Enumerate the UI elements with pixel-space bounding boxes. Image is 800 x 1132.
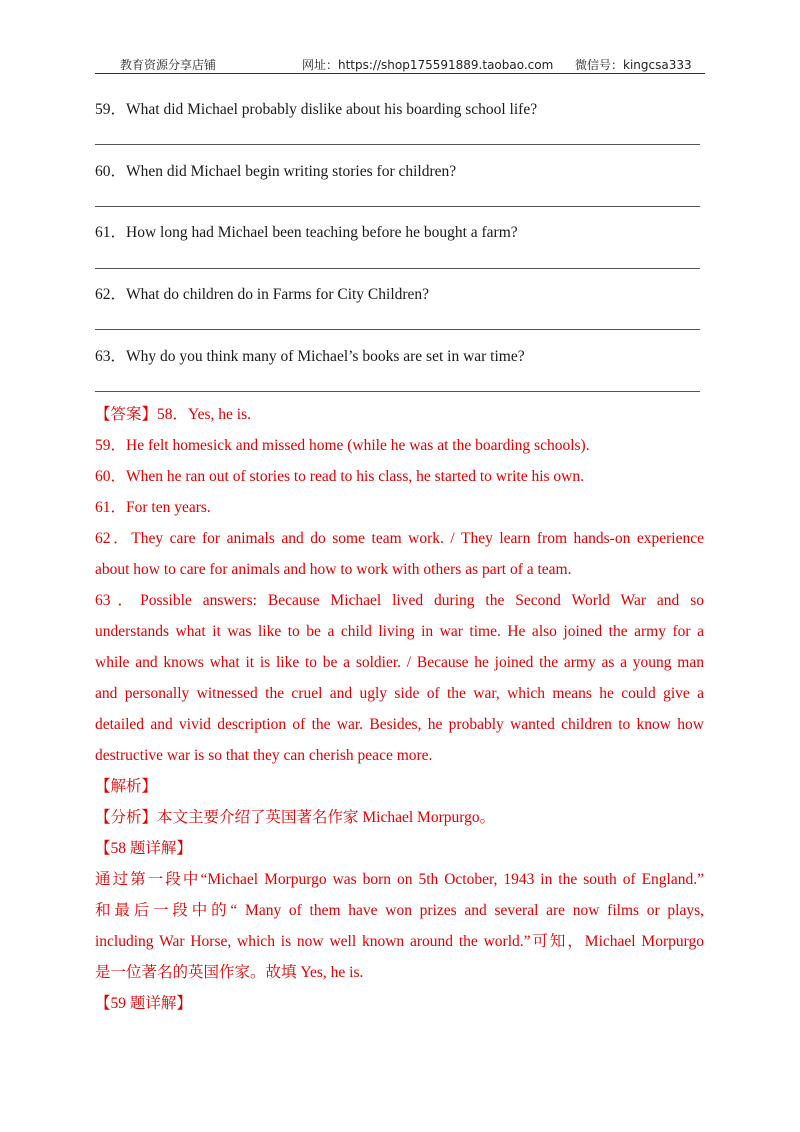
answer-line-62 [95, 329, 700, 330]
answer-63-line: understands what it was like to be a child living in war time. He also joined the army for a [95, 623, 704, 640]
answer-62-line: about how to care for animals and how to work with others as part of a team. [95, 561, 572, 578]
answer-62-line: 62．They care for animals and do some team work. / They learn from hands-on experience [95, 530, 704, 547]
q59-explanation-heading: 【59 题详解】 [95, 995, 192, 1012]
answer-line-63 [95, 391, 700, 392]
q58-explanation-line: 通过第一段中“Michael Morpurgo was born on 5th October, 1943 in the south of England.” [95, 871, 704, 888]
question-62: 62．What do children do in Farms for City Children? [95, 286, 430, 303]
answer-line-59 [95, 144, 700, 145]
header-shop-name: 教育资源分享店铺 [120, 58, 217, 72]
answer-heading: 【答案】58．Yes, he is. [95, 406, 252, 423]
answer-63-line: and personally witnessed the cruel and ugly side of the war, which means he could give a [95, 685, 704, 702]
answer-63-line: while and knows what it is like to be a soldier. / Because he joined the army as a young man [95, 654, 704, 671]
page-header [95, 56, 705, 74]
question-63: 63．Why do you think many of Michael’s books are set in war time? [95, 348, 525, 365]
q58-explanation-line: 是一位著名的英国作家。故填 Yes, he is. [95, 964, 364, 981]
question-60: 60．When did Michael begin writing stories for children? [95, 163, 457, 180]
header-divider [95, 73, 705, 74]
q58-explanation-heading: 【58 题详解】 [95, 840, 192, 857]
answer-59: 59．He felt homesick and missed home (while he was at the boarding schools). [95, 437, 590, 454]
answer-section [95, 399, 704, 1019]
answer-line-61 [95, 268, 700, 269]
answer-63-line: destructive war is so that they can cherish peace more. [95, 747, 433, 764]
answer-60: 60．When he ran out of stories to read to his class, he started to write his own. [95, 468, 584, 485]
header-url: 网址：https://shop175591889.taobao.com [302, 58, 554, 72]
answer-63-line: detailed and vivid description of the war. Besides, he probably wanted children to know how [95, 716, 704, 733]
answer-63-line: 63．Possible answers: Because Michael lived during the Second World War and so [95, 592, 704, 609]
answer-61: 61．For ten years. [95, 499, 211, 516]
answer-line-60 [95, 206, 700, 207]
analysis-heading: 【解析】 [95, 778, 158, 795]
question-59: 59．What did Michael probably dislike about his boarding school life? [95, 101, 538, 118]
q58-explanation-line: including War Horse, which is now well known around the world.”可知，Michael Morpurgo [95, 933, 704, 950]
question-61: 61．How long had Michael been teaching before he bought a farm? [95, 224, 518, 241]
header-wechat: 微信号：kingcsa333 [575, 58, 692, 72]
analysis-summary: 【分析】本文主要介绍了英国著名作家 Michael Morpurgo。 [95, 809, 496, 826]
q58-explanation-line: 和最后一段中的“ Many of them have won prizes and several are now films or plays, [95, 902, 704, 919]
